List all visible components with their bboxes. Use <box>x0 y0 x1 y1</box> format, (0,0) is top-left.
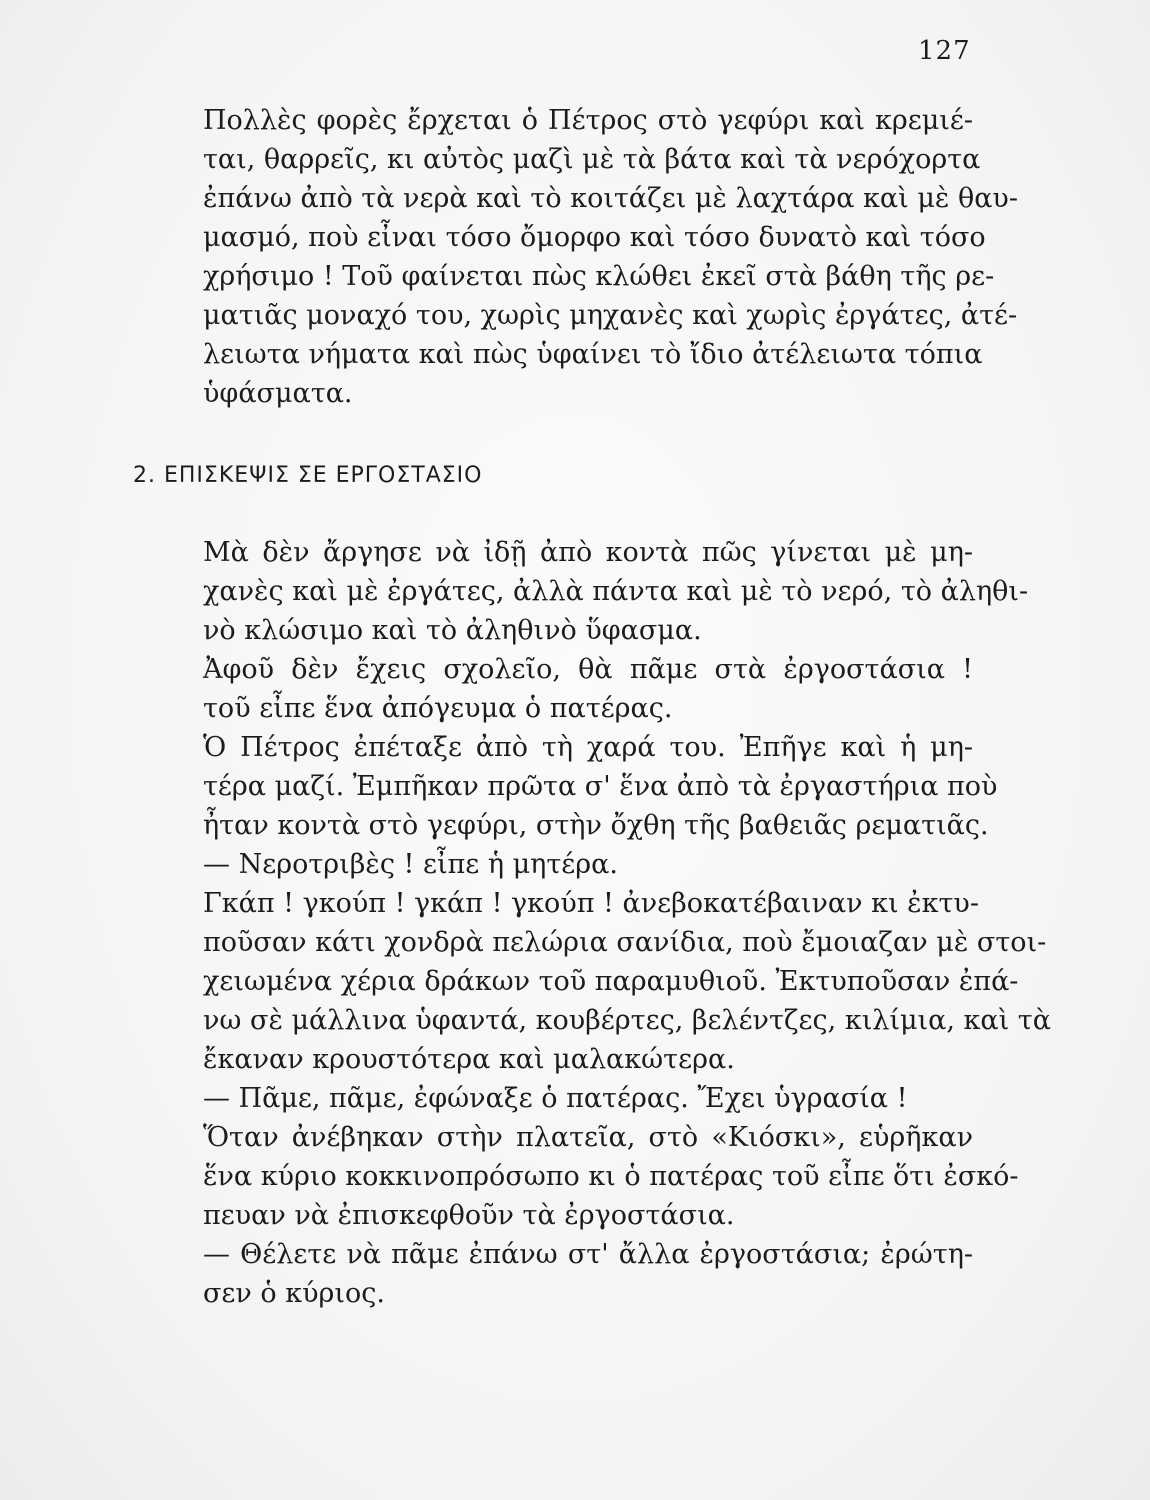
text-line: πευαν νὰ ἐπισκεφθοῦν τὰ ἐργοστάσια. <box>203 1200 735 1231</box>
paragraph-1 <box>203 101 1018 413</box>
text-line: μασμό, ποὺ εἶναι τόσο ὄμορφο καὶ τόσο δυνατὸ καὶ τόσο <box>203 222 986 253</box>
text-line: τοῦ εἶπε ἕνα ἀπόγευμα ὁ πατέρας. <box>203 693 673 724</box>
text-line: — Πᾶμε, πᾶμε, ἐφώναξε ὁ πατέρας. Ἔχει ὑγρασία ! <box>203 1083 908 1114</box>
text-line: ται, θαρρεῖς, κι αὐτὸς μαζὶ μὲ τὰ βάτα καὶ τὰ νερόχορτα <box>203 144 981 175</box>
text-line: τέρα μαζί. Ἐμπῆκαν πρῶτα σ' ἕνα ἀπὸ τὰ ἐργαστήρια ποὺ <box>203 771 998 802</box>
text-line: νὸ κλώσιμο καὶ τὸ ἀληθινὸ ὕφασμα. <box>203 615 702 646</box>
text-line: Μὰ δὲν ἄργησε νὰ ἰδῇ ἀπὸ κοντὰ πῶς γίνεται μὲ μη- <box>203 537 973 568</box>
section-heading: 2. ΕΠΙΣΚΕΨΙΣ ΣΕ ΕΡΓΟΣΤΑΣΙΟ <box>133 463 483 488</box>
text-line: ἐπάνω ἀπὸ τὰ νερὰ καὶ τὸ κοιτάζει μὲ λαχτάρα καὶ μὲ θαυ- <box>203 183 1018 214</box>
text-line: Ὁ Πέτρος ἐπέταξε ἀπὸ τὴ χαρά του. Ἐπῆγε καὶ ἡ μη- <box>203 732 973 763</box>
text-line: Ἀφοῦ δὲν ἔχεις σχολεῖο, θὰ πᾶμε στὰ ἐργοστάσια ! <box>203 654 973 685</box>
text-line: σεν ὁ κύριος. <box>203 1278 385 1309</box>
text-line: ὑφάσματα. <box>203 378 353 409</box>
text-line: — Θέλετε νὰ πᾶμε ἐπάνω στ' ἄλλα ἐργοστάσια; ἐρώτη- <box>203 1239 973 1270</box>
page-number: 127 <box>918 36 971 66</box>
text-line: ἦταν κοντὰ στὸ γεφύρι, στὴν ὄχθη τῆς βαθειᾶς ρεματιᾶς. <box>203 810 989 841</box>
text-line: ποῦσαν κάτι χονδρὰ πελώρια σανίδια, ποὺ ἔμοιαζαν μὲ στοι- <box>203 927 1047 958</box>
paragraph-2 <box>203 533 1051 1313</box>
text-line: χανὲς καὶ μὲ ἐργάτες, ἀλλὰ πάντα καὶ μὲ τὸ νερό, τὸ ἀληθι- <box>203 576 1029 607</box>
text-line: ἔκαναν κρουστότερα καὶ μαλακώτερα. <box>203 1044 735 1075</box>
text-line: νω σὲ μάλλινα ὑφαντά, κουβέρτες, βελέντζες, κιλίμια, καὶ τὰ <box>203 1005 1051 1036</box>
text-line: ματιᾶς μοναχό του, χωρὶς μηχανὲς καὶ χωρὶς ἐργάτες, ἀτέ- <box>203 300 1018 331</box>
text-line: Ὅταν ἀνέβηκαν στὴν πλατεῖα, στὸ «Κιόσκι», εὑρῆκαν <box>203 1122 973 1153</box>
text-line: Γκάπ ! γκούπ ! γκάπ ! γκούπ ! ἀνεβοκατέβαιναν κι ἐκτυ- <box>203 888 979 919</box>
text-line: χρήσιμο ! Τοῦ φαίνεται πὼς κλώθει ἐκεῖ στὰ βάθη τῆς ρε- <box>203 261 995 292</box>
text-line: ἕνα κύριο κοκκινοπρόσωπο κι ὁ πατέρας τοῦ εἶπε ὅτι ἐσκό- <box>203 1161 1019 1192</box>
text-line: λειωτα νήματα καὶ πὼς ὑφαίνει τὸ ἴδιο ἀτέλειωτα τόπια <box>203 339 983 370</box>
text-line: — Νεροτριβὲς ! εἶπε ἡ μητέρα. <box>203 849 618 880</box>
text-line: Πολλὲς φορὲς ἔρχεται ὁ Πέτρος στὸ γεφύρι καὶ κρεμιέ- <box>203 105 973 136</box>
text-line: χειωμένα χέρια δράκων τοῦ παραμυθιοῦ. Ἐκτυποῦσαν ἐπά- <box>203 966 1019 997</box>
